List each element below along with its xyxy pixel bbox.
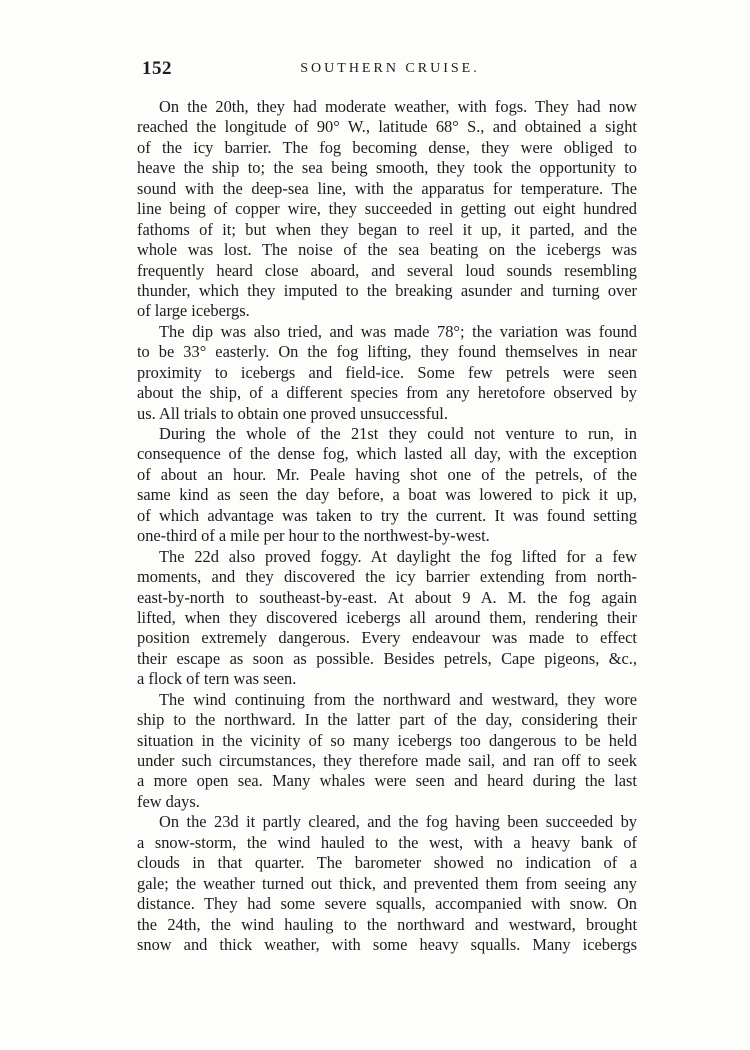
text-line: proximity to icebergs and field-ice. Some few petrels were seen	[137, 362, 637, 382]
text-line: situation in the vicinity of so many icebergs too dangerous to be held	[137, 730, 637, 750]
text-line: line being of copper wire, they succeeded in getting out eight hundred	[137, 199, 637, 219]
text-line: frequently heard close aboard, and several loud sounds resembling	[137, 260, 637, 280]
text-line: of about an hour. Mr. Peale having shot one of the petrels, of the	[137, 464, 637, 484]
text-line: position extremely dangerous. Every endeavour was made to effect	[137, 628, 637, 648]
page-number: 152	[142, 58, 172, 79]
text-line: under such circumstances, they therefore made sail, and ran off to seek	[137, 751, 637, 770]
page-header	[142, 58, 638, 88]
text-line: about the ship, of a different species from any heretofore observed by	[137, 383, 637, 403]
text-line: ship to the northward. In the latter part of the day, considering their	[137, 710, 637, 730]
text-line: thunder, which they imputed to the breaking asunder and turning over	[137, 280, 637, 300]
text-line: On the 20th, they had moderate weather, with fogs. They had now	[159, 97, 637, 116]
text-line: their escape as soon as possible. Besides petrels, Cape pigeons, &c.,	[137, 648, 637, 668]
text-line: to be 33° easterly. On the fog lifting, they found themselves in near	[137, 342, 637, 362]
text-line: east-by-north to southeast-by-east. At about 9 A. M. the fog again	[137, 587, 637, 607]
text-line: of large icebergs.	[137, 301, 250, 321]
text-line: clouds in that quarter. The barometer showed no indication of a	[137, 853, 637, 873]
text-line: During the whole of the 21st they could not venture to run, in	[159, 424, 637, 443]
text-line: sound with the deep-sea line, with the apparatus for temperature. The	[137, 178, 637, 198]
text-line: heave the ship to; the sea being smooth, they took the opportunity to	[137, 158, 637, 178]
text-line: a snow-storm, the wind hauled to the west, with a heavy bank of	[137, 832, 637, 852]
text-line: a more open sea. Many whales were seen and heard during the last	[137, 771, 637, 791]
text-line: of which advantage was taken to try the current. It was found setting	[137, 505, 637, 525]
text-line: of the icy barrier. The fog becoming dense, they were obliged to	[137, 137, 637, 157]
text-line: The dip was also tried, and was made 78°; the variation was found	[159, 321, 637, 341]
text-line: consequence of the dense fog, which lasted all day, with the exception	[137, 444, 637, 464]
text-line: same kind as seen the day before, a boat was lowered to pick it up,	[137, 485, 637, 505]
text-line: fathoms of it; but when they began to reel it up, it parted, and the	[137, 219, 637, 239]
text-line: The wind continuing from the northward and westward, they wore	[159, 689, 637, 709]
body-text	[137, 97, 637, 955]
text-line: moments, and they discovered the icy barrier extending from north-	[137, 567, 637, 587]
running-head: SOUTHERN CRUISE.	[300, 61, 480, 76]
text-line: the 24th, the wind hauling to the northward and westward, brought	[137, 914, 637, 934]
text-line: gale; the weather turned out thick, and prevented them from seeing any	[137, 873, 637, 893]
text-line: few days.	[137, 791, 200, 811]
text-line: lifted, when they discovered icebergs all around them, rendering their	[137, 607, 637, 627]
text-line: reached the longitude of 90° W., latitude 68° S., and obtained a sight	[137, 117, 637, 137]
text-line: us. All trials to obtain one proved unsuccessful.	[137, 403, 448, 423]
text-line: snow and thick weather, with some heavy squalls. Many icebergs	[137, 934, 637, 954]
text-line: On the 23d it partly cleared, and the fog having been succeeded by	[159, 812, 637, 832]
text-line: distance. They had some severe squalls, accompanied with snow. On	[137, 894, 637, 914]
text-line: whole was lost. The noise of the sea beating on the icebergs was	[137, 240, 637, 260]
text-line: The 22d also proved foggy. At daylight the fog lifted for a few	[159, 546, 637, 566]
text-line: one-third of a mile per hour to the northwest-by-west.	[137, 526, 490, 546]
text-line: a flock of tern was seen.	[137, 669, 297, 689]
